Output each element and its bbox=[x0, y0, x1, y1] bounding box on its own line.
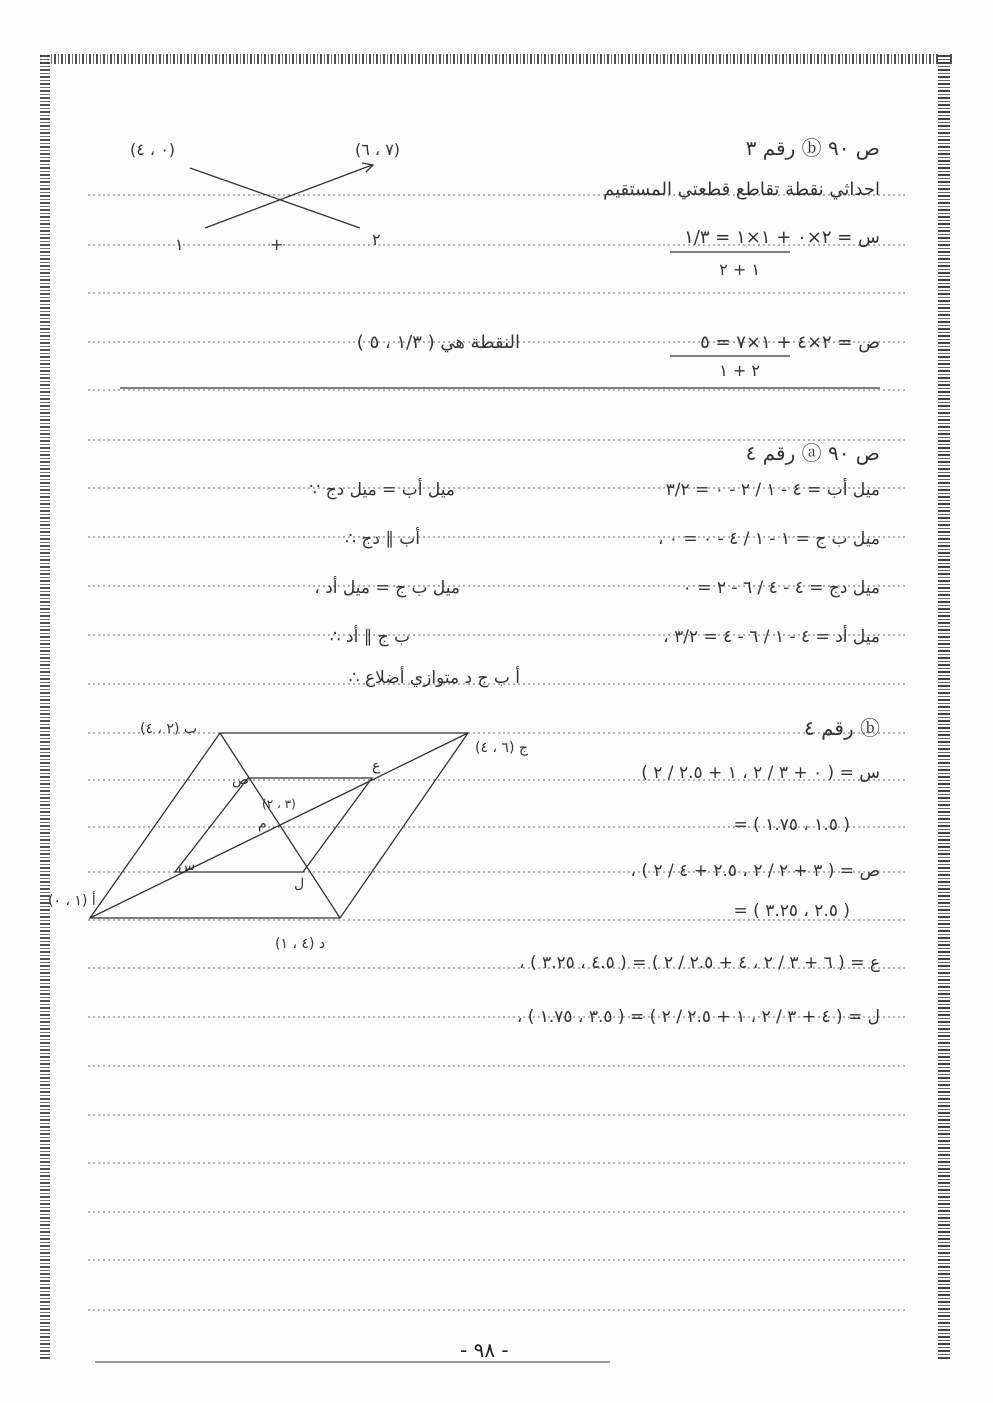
x-coordinate-line: س = ٢×٠ + ١×١ = ١/٣ bbox=[684, 227, 880, 248]
ratio-left: ١ bbox=[175, 235, 184, 254]
page-number: - ٩٨ - bbox=[460, 1338, 509, 1362]
center-point: م bbox=[258, 816, 267, 832]
slope-line-left: ، ميل ب ج = ميل أد bbox=[314, 578, 460, 598]
problem-3-intro: احداثي نقطة تقاطع قطعتي المستقيم bbox=[603, 179, 880, 200]
problem-4b-lines bbox=[517, 763, 880, 1027]
problem-3-header: رقم ٣ ⓑ ص ٩٠ bbox=[745, 136, 880, 160]
problem-4b-header: رقم ٤ ⓑ bbox=[804, 716, 880, 740]
midpoint-line: = ( ١.٥ ، ١.٧٥ ) bbox=[733, 815, 850, 835]
midpoint-line: ، ع = ( ٦ + ٣ / ٢ ، ٤ + ٢.٥ / ٢ ) = ( ٤.٥ ، ٣.٢٥ ) bbox=[519, 953, 880, 973]
midpoint-line: ، ص = ( ٣ + ٢ / ٢ ، ٢.٥ + ٤ / ٢ ) bbox=[630, 861, 880, 881]
midpoint-line: س = ( ٠ + ٣ / ٢ ، ١ + ٢.٥ / ٢ ) bbox=[641, 763, 880, 783]
ratio-right: ٢ bbox=[372, 230, 381, 249]
midpoint-line: ، ل = ( ٤ + ٣ / ٢ ، ١ + ٢.٥ / ٢ ) = ( ٣.٥ ، ١.٧٥ ) bbox=[516, 1007, 880, 1027]
slope-line-left: ∴ أب ∥ دج bbox=[345, 529, 420, 549]
inner-point-ayn: ع bbox=[372, 758, 381, 774]
vertex-c-label: ج (٦ ، ٤) bbox=[475, 740, 528, 756]
midpoint-line: = ( ٢.٥ ، ٣.٢٥ ) bbox=[733, 901, 850, 921]
problem-3-result: النقطة هي ( ١/٣ ، ٥ ) bbox=[356, 332, 520, 353]
slope-line-left: ∴ ب ج ∥ أد bbox=[329, 627, 410, 647]
cross-diagram bbox=[190, 163, 373, 228]
x-denominator: ١ + ٢ bbox=[719, 260, 760, 279]
slope-line-right: ميل أب = ٤ - ١ / ٢ - ٠ = ٣/٢ bbox=[665, 480, 880, 500]
problem-4a-lines bbox=[309, 478, 880, 647]
problem-4a-header: رقم ٤ ⓐ ص ٩٠ bbox=[745, 441, 880, 465]
inner-point-s: س bbox=[178, 858, 196, 874]
vertex-b-label: ب (٢ ، ٤) bbox=[140, 721, 198, 737]
vertex-a-label: أ (١ ، ٠) bbox=[48, 893, 96, 909]
slope-line-right: ، ميل ب ج = ١ - ١ / ٤ - ٠ = ٠ bbox=[657, 529, 880, 549]
center-coordinate: (٣ ، ٢) bbox=[262, 797, 296, 811]
point-a-label: (٠ ، ٤) bbox=[130, 140, 176, 159]
problem-4a-conclusion: ∴ أ ب ج د متوازي أضلاع bbox=[348, 668, 520, 688]
slope-line-right: ميل دج = ٤ - ٤ / ٦ - ٢ = ٠ bbox=[682, 578, 880, 598]
parallelogram-diagram bbox=[90, 733, 468, 918]
slope-line-right: ، ميل أد = ٤ - ١ / ٦ - ٤ = ٣/٢ bbox=[663, 627, 880, 647]
inner-point-lam: ل bbox=[294, 876, 305, 892]
ratio-mid: + bbox=[270, 235, 284, 254]
point-b-label: (٧ ، ٦) bbox=[355, 140, 401, 159]
y-coordinate-line: ص = ٢×٤ + ١×٧ = ٥ bbox=[700, 332, 880, 353]
inner-point-sad: ص bbox=[232, 772, 249, 788]
slope-line-left: ∵ ميل أب = ميل دج bbox=[309, 480, 455, 500]
y-denominator: ٢ + ١ bbox=[719, 361, 760, 380]
vertex-d-label: د (٤ ، ١) bbox=[275, 936, 326, 952]
